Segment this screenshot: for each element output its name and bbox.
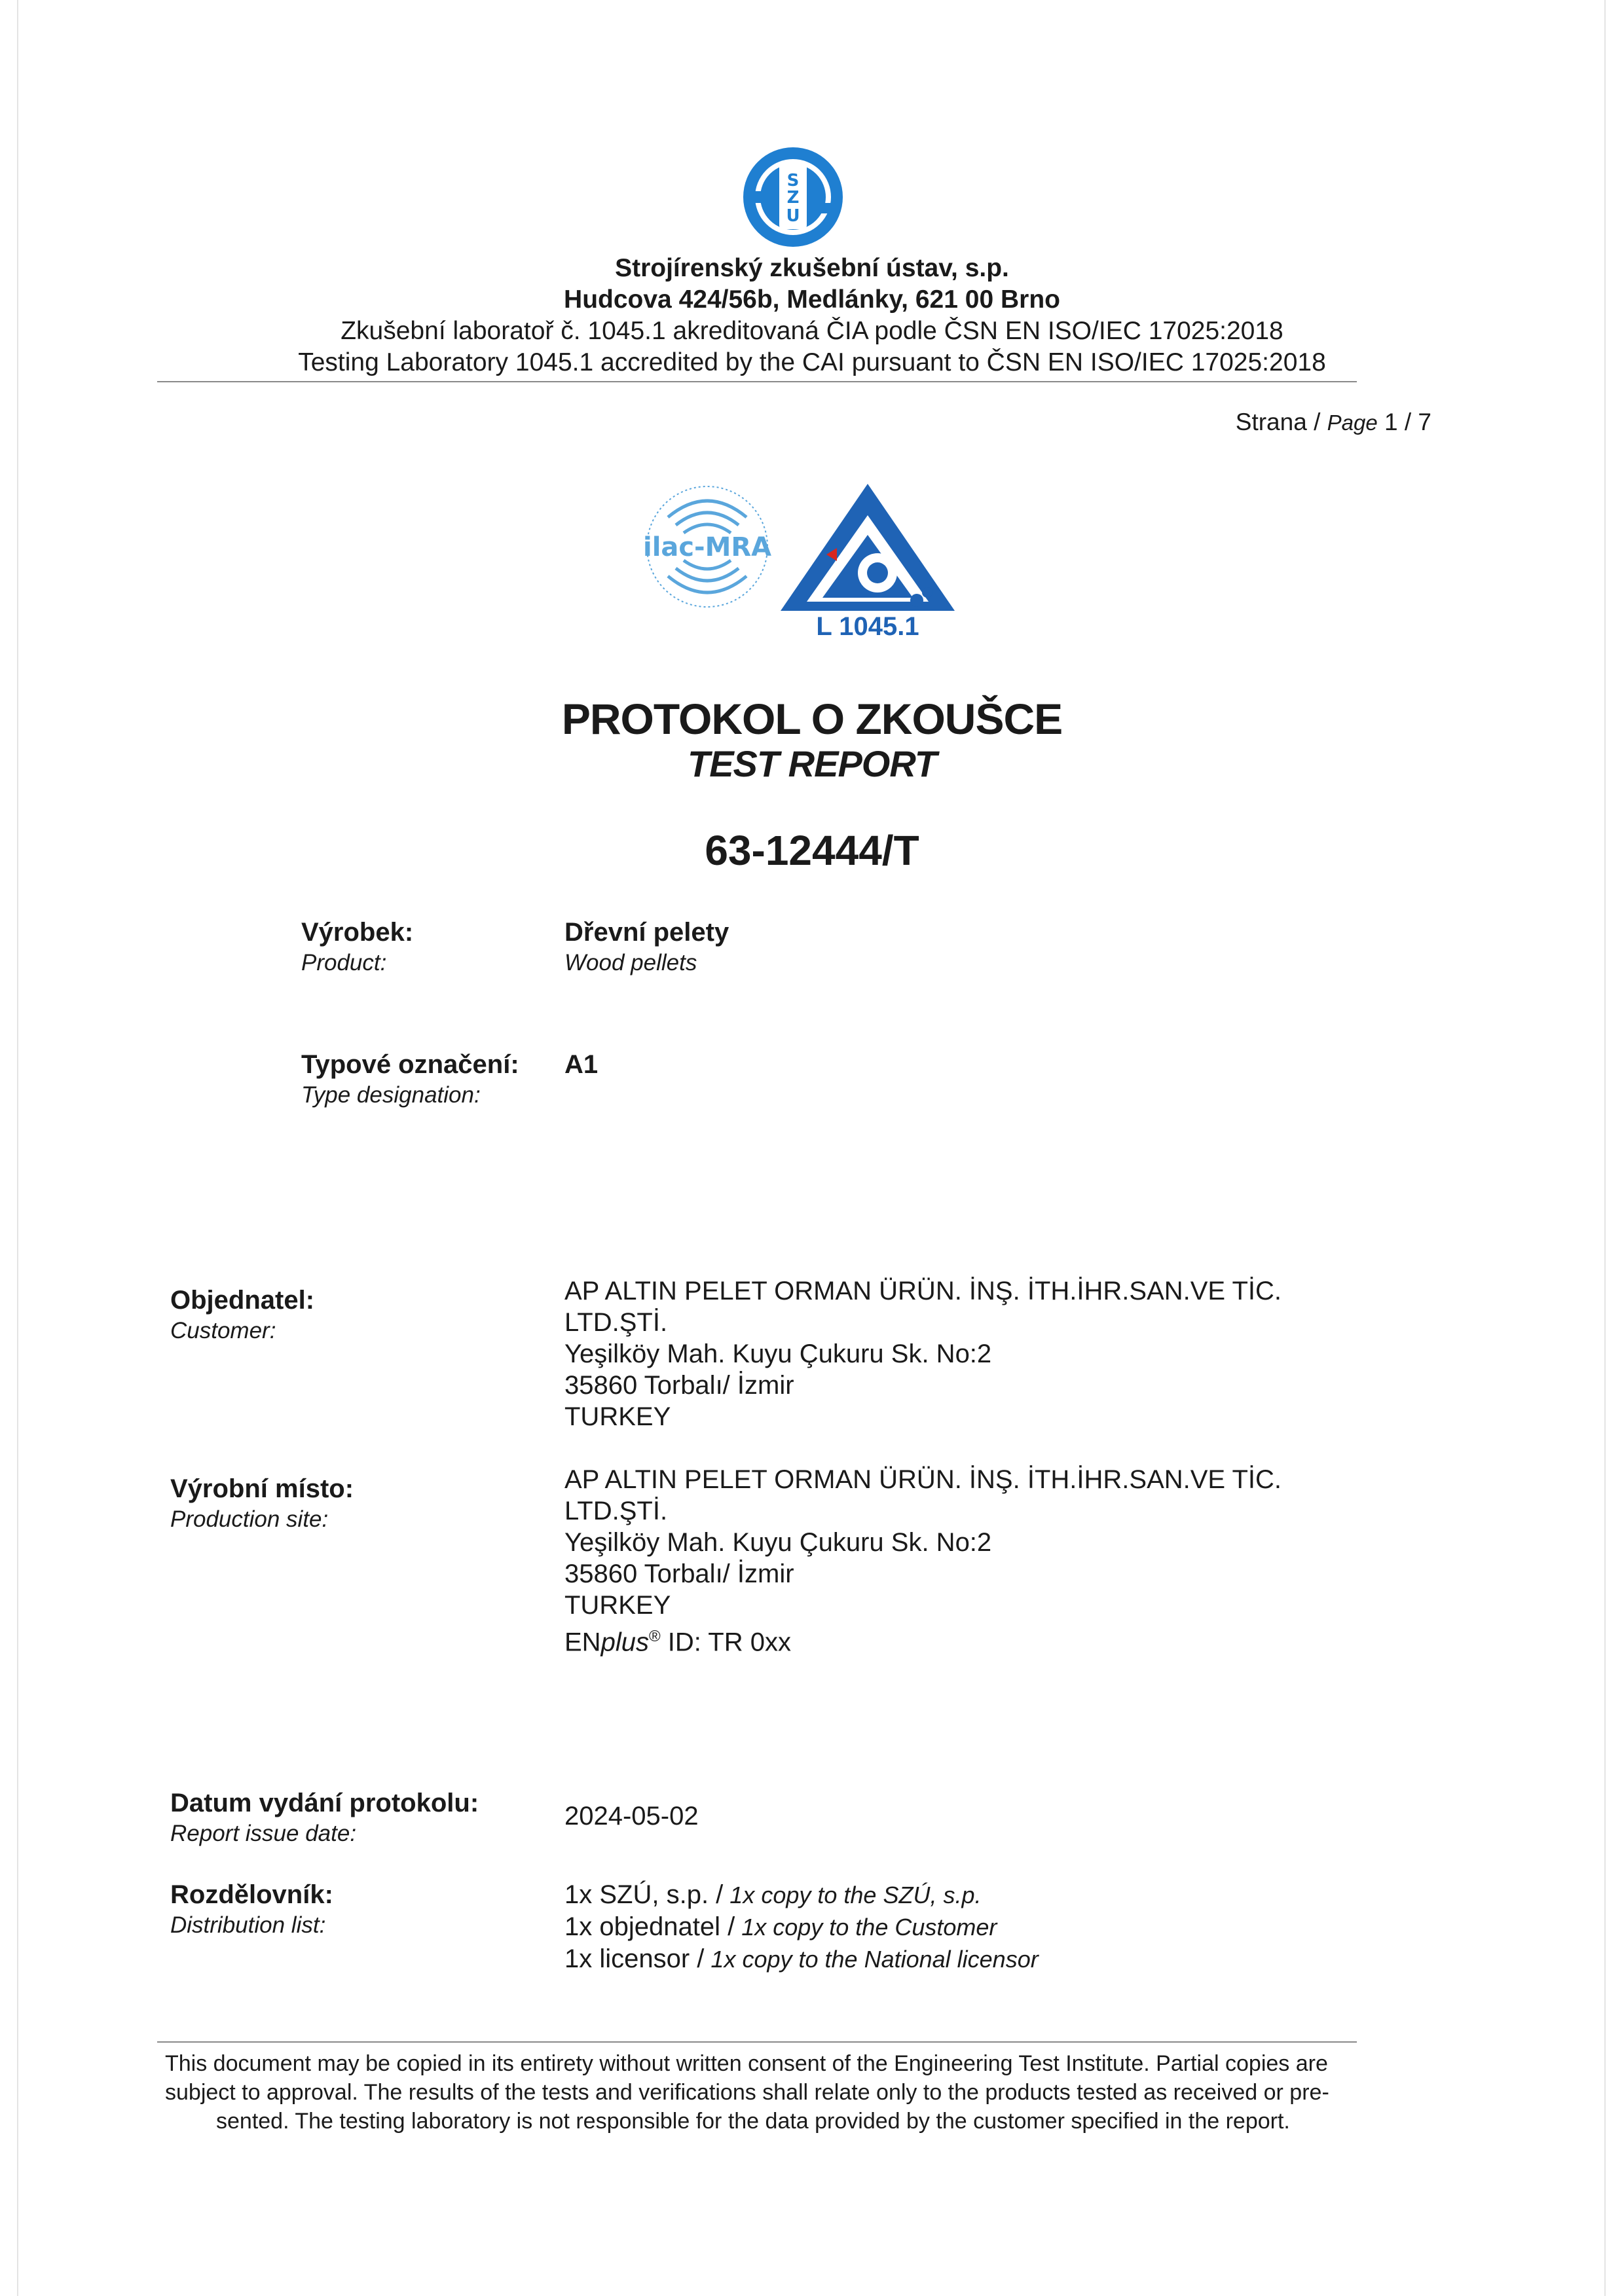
page-label-cz: Strana / [1235,409,1321,435]
enplus-prefix: EN [564,1628,601,1657]
customer-line: TURKEY [564,1402,671,1431]
ilac-text: ilac-MRA [643,532,772,562]
title-en: TEST REPORT [687,743,936,784]
customer-label-en: Customer: [170,1318,276,1343]
lab-code: L 1045.1 [816,612,919,641]
report-number: 63-12444/T [705,827,919,874]
accreditation-cz: Zkušební laboratoř č. 1045.1 akreditovaná ČIA podle ČSN EN ISO/IEC 17025:2018 [341,317,1283,345]
production-line: AP ALTIN PELET ORMAN ÜRÜN. İNŞ. İTH.İHR.SAN.VE TİC. [564,1465,1282,1494]
cai-accreditation-badge [779,481,956,651]
production-label-cz: Výrobní místo: [170,1474,354,1503]
product-value-cz: Dřevní pelety [564,918,729,947]
distribution-item-en: 1x copy to the Customer [735,1914,997,1941]
product-value-en: Wood pellets [564,950,697,975]
type-label-en: Type designation: [301,1082,481,1108]
header-divider [157,381,1357,382]
distribution-item [564,1911,1039,1943]
distribution-item-cz: 1x SZÚ, s.p. / [564,1880,724,1909]
customer-line: AP ALTIN PELET ORMAN ÜRÜN. İNŞ. İTH.İHR.SAN.VE TİC. [564,1277,1282,1305]
distribution-label-en: Distribution list: [170,1912,326,1938]
production-address [564,1464,1282,1658]
svg-text:S: S [786,171,800,191]
distribution-list [564,1879,1039,1975]
szu-logo-icon [741,145,845,249]
enplus-italic: plus [600,1628,649,1657]
footer-line: sented. The testing laboratory is not responsible for the data provided by the customer specified in the report. [216,2109,1290,2134]
distribution-item-en: 1x copy to the National licensor [704,1946,1039,1973]
page-number [1113,409,1431,436]
type-label-cz: Typové označení: [301,1050,519,1079]
production-line: LTD.ŞTİ. [564,1497,668,1525]
institute-name: Strojírenský zkušební ústav, s.p. [615,254,1009,282]
footer-divider [157,2041,1357,2043]
issue-date-label-cz: Datum vydání protokolu: [170,1789,479,1817]
page-label-en: Page [1327,410,1378,435]
distribution-item-cz: 1x objednatel / [564,1912,735,1941]
footer-line: subject to approval. The results of the tests and verifications shall relate only to the products tested as received or pre- [165,2080,1329,2105]
distribution-item-cz: 1x licensor / [564,1944,705,1973]
production-line: TURKEY [564,1591,671,1620]
accreditation-en: Testing Laboratory 1045.1 accredited by the CAI pursuant to ČSN EN ISO/IEC 17025:2018 [298,348,1326,376]
customer-label-cz: Objednatel: [170,1286,315,1315]
customer-address [564,1275,1282,1432]
distribution-item-en: 1x copy to the SZÚ, s.p. [723,1882,982,1908]
svg-text:U: U [786,206,800,226]
production-label-en: Production site: [170,1506,329,1532]
enplus-id-value: ID: TR 0xx [660,1628,791,1657]
customer-line: LTD.ŞTİ. [564,1308,668,1337]
enplus-id [564,1621,1282,1658]
product-label-en: Product: [301,950,387,975]
product-label-cz: Výrobek: [301,918,414,947]
footer-line: This document may be copied in its entirety without written consent of the Engineering Test Institute. Partial copies are [165,2051,1328,2076]
distribution-item [564,1943,1039,1975]
title-cz: PROTOKOL O ZKOUŠCE [561,695,1063,743]
footer-disclaimer [165,2049,1429,2136]
issue-date-value: 2024-05-02 [564,1802,699,1831]
svg-text:Z: Z [786,188,800,208]
production-line: 35860 Torbalı/ İzmir [564,1559,794,1588]
institute-address: Hudcova 424/56b, Medlánky, 621 00 Brno [564,285,1060,314]
customer-line: Yeşilköy Mah. Kuyu Çukuru Sk. No:2 [564,1339,992,1368]
page-count: 1 / 7 [1384,409,1431,435]
customer-line: 35860 Torbalı/ İzmir [564,1371,794,1400]
distribution-label-cz: Rozdělovník: [170,1880,333,1909]
ilac-mra-badge [642,478,773,615]
production-line: Yeşilköy Mah. Kuyu Çukuru Sk. No:2 [564,1528,992,1557]
distribution-item [564,1879,1039,1911]
type-value: A1 [564,1050,599,1079]
issue-date-label-en: Report issue date: [170,1821,357,1846]
enplus-reg: ® [648,1628,661,1645]
